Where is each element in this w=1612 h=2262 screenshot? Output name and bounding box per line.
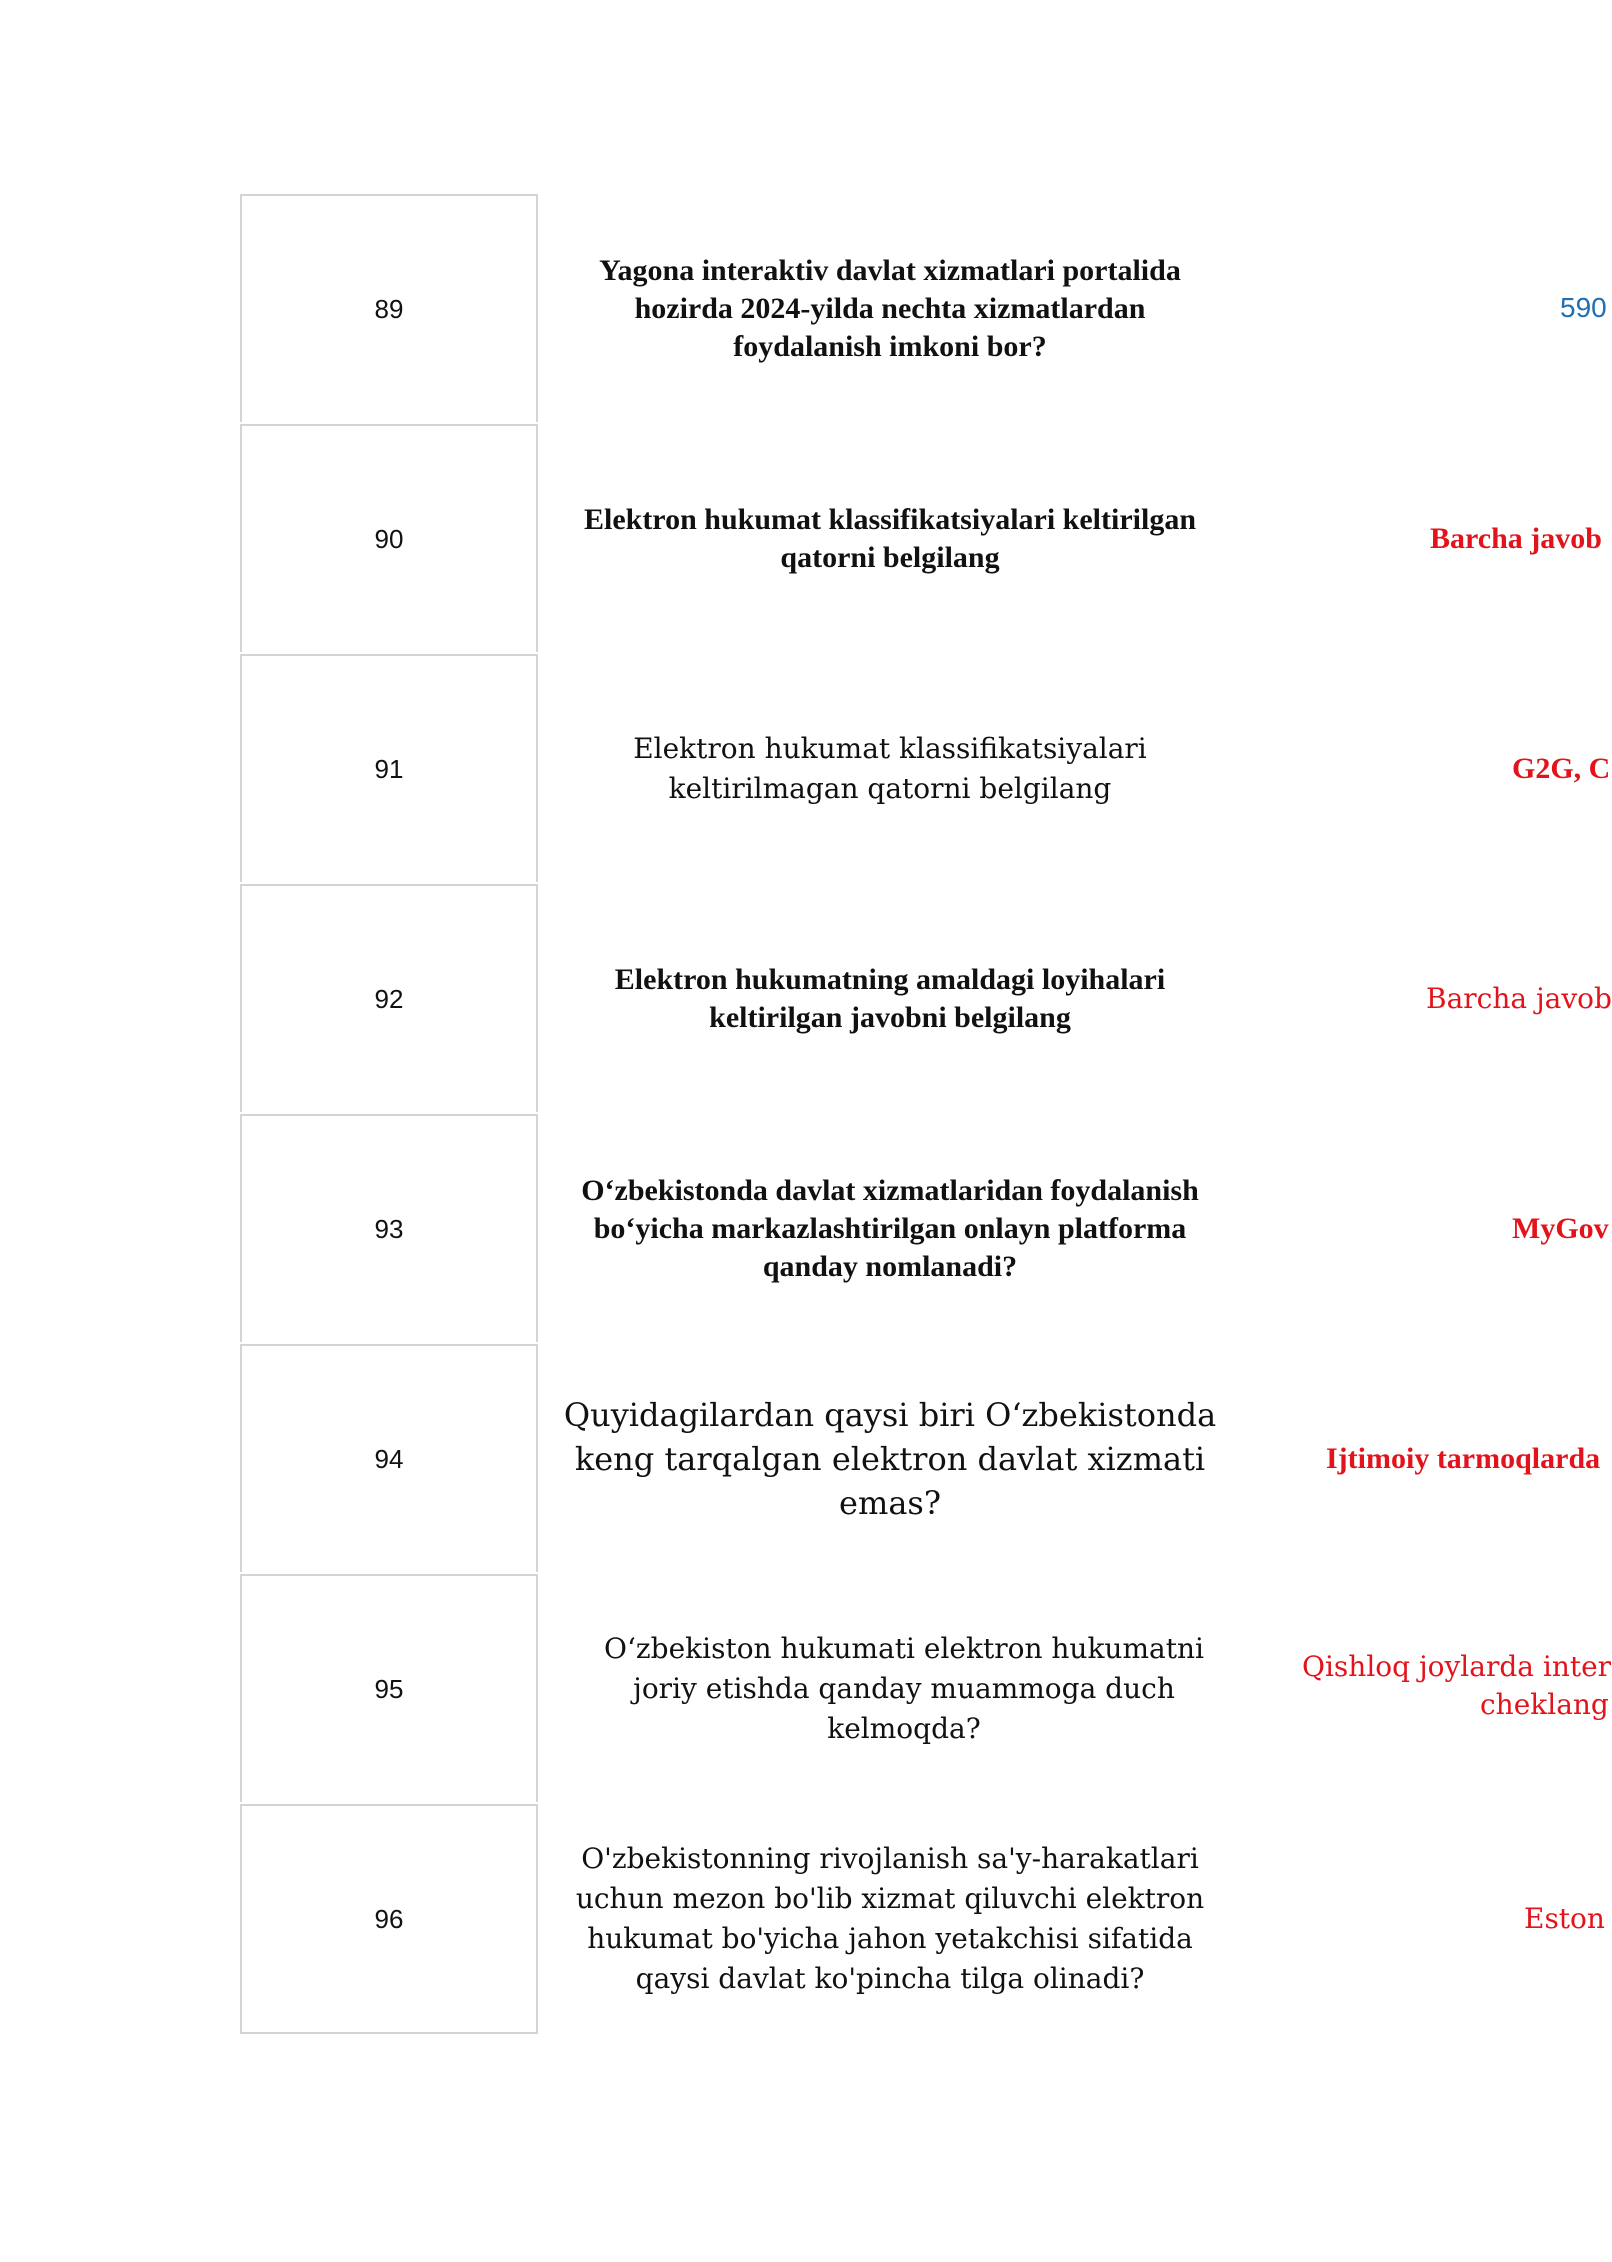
question-number: 95 [240, 1574, 538, 1802]
answer-cell [1244, 194, 1607, 424]
question-number: 94 [240, 1344, 538, 1572]
answer-cell [1244, 1344, 1600, 1574]
question-number: 93 [240, 1114, 538, 1342]
question-number: 89 [240, 194, 538, 422]
answer-text: 590 [1560, 292, 1607, 323]
answer-cell [1244, 1804, 1605, 2034]
question-text: Yagona interaktiv davlat xizmatlari portalida hozirda 2024-yilda nechta xizmatlardan foydalanish imkoni bor? [599, 254, 1181, 363]
answer-text: G2G, C [1512, 752, 1611, 785]
answer-cell [1244, 1114, 1609, 1344]
question-cell [536, 1804, 1244, 2034]
answer-cell [1244, 884, 1612, 1114]
question-cell [536, 1574, 1244, 1804]
table-row [0, 1114, 1609, 1344]
table-row [0, 1574, 1612, 1804]
question-text: Elektron hukumat klassifikatsiyalari keltirilmagan qatorni belgilang [633, 732, 1147, 805]
question-cell [536, 424, 1244, 654]
question-number: 91 [240, 654, 538, 882]
answer-cell [1244, 1574, 1612, 1804]
table-row [0, 424, 1600, 654]
table-row [0, 1344, 1600, 1574]
table-row [0, 1804, 1605, 2034]
answer-text-line-1: Qishloq joylarda inter [1302, 1650, 1612, 1683]
question-cell [536, 1114, 1244, 1344]
answer-text-line-2: cheklang [1480, 1688, 1609, 1721]
question-text: Quyidagilardan qaysi biri O‘zbekistonda keng tarqalgan elektron davlat xizmati emas? [563, 1396, 1217, 1522]
answer-text: Eston [1524, 1902, 1605, 1935]
question-cell [536, 194, 1244, 424]
question-text: Elektron hukumatning amaldagi loyihalari keltirilgan javobni belgilang [614, 963, 1166, 1034]
question-text: O‘zbekistonda davlat xizmatlaridan foydalanish bo‘yicha markazlashtirilgan onlayn platforma qanday nomlanadi? [581, 1174, 1199, 1283]
question-number: 92 [240, 884, 538, 1112]
answer-cell [1244, 654, 1611, 884]
question-cell [536, 654, 1244, 884]
answer-text: MyGov [1512, 1212, 1609, 1245]
answer-text: Ijtimoiy tarmoqlarda [1326, 1442, 1601, 1475]
question-cell [536, 1344, 1244, 1574]
question-number: 96 [240, 1804, 538, 2034]
question-text: O'zbekistonning rivojlanish sa'y-harakatlari uchun mezon bo'lib xizmat qiluvchi elektron hukumat bo'yicha jahon yetakchisi sifatida qaysi davlat ko'pincha tilga olinadi? [575, 1842, 1205, 1995]
question-cell [536, 884, 1244, 1114]
question-text: O‘zbekiston hukumati elektron hukumatni joriy etishda qanday muammoga duch kelmoqda? [604, 1632, 1204, 1745]
table-row [0, 884, 1612, 1114]
answer-text: Barcha javob [1426, 982, 1612, 1015]
table-row [0, 194, 1607, 424]
table-row [0, 654, 1611, 884]
question-text: Elektron hukumat klassifikatsiyalari keltirilgan qatorni belgilang [583, 503, 1197, 574]
answer-cell [1244, 424, 1600, 654]
question-number: 90 [240, 424, 538, 652]
answer-text: Barcha javob [1430, 522, 1602, 555]
